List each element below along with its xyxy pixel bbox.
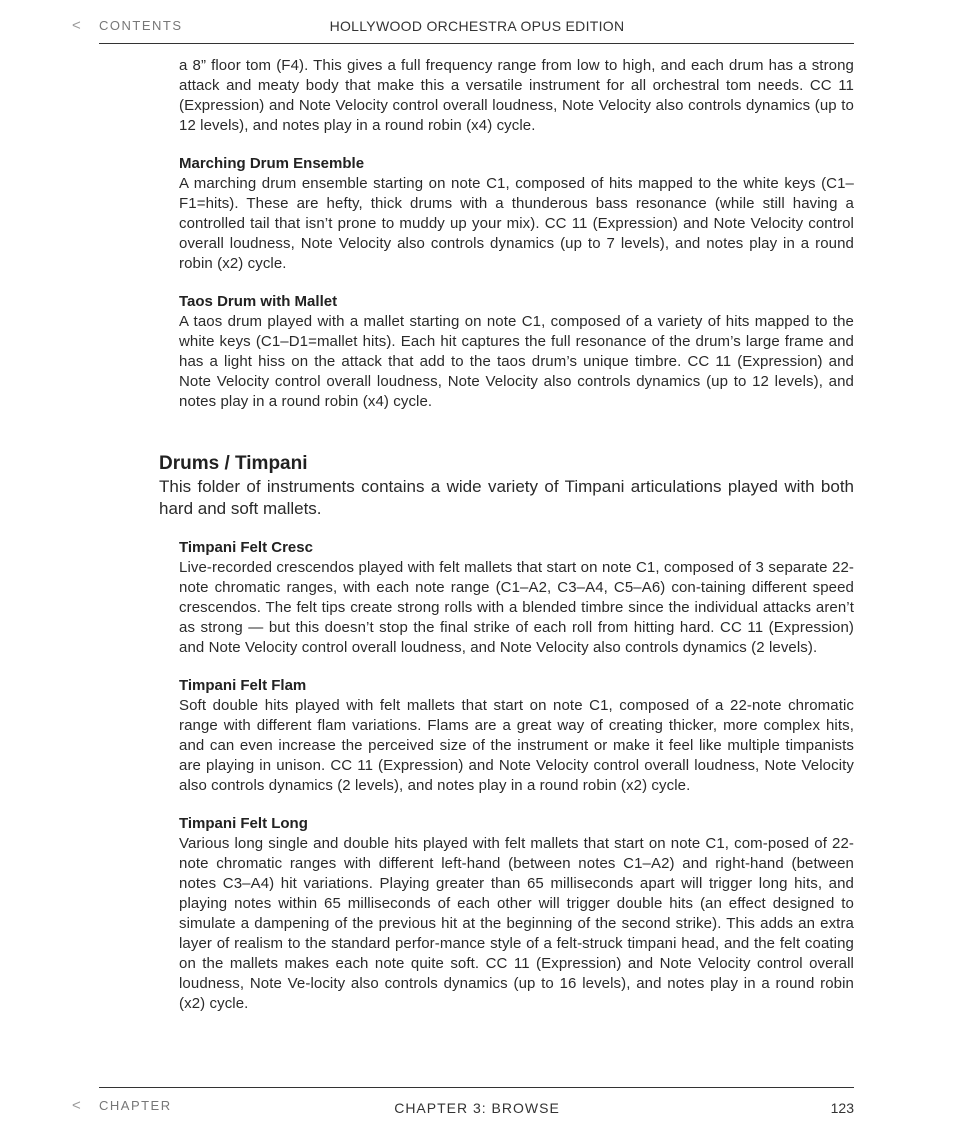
- entry-timpani-felt-flam: [179, 676, 854, 796]
- chapter-link-label: CHAPTER: [99, 1098, 172, 1113]
- entry-marching-drum: [179, 154, 854, 274]
- section-title: Drums / Timpani: [159, 453, 308, 474]
- entry-description: Live-recorded crescendos played with felt mallets that start on note C1, composed of 3 separate 22-note chromatic ranges, with each note range (C1–A2, C3–A4, C5–A6) con-taining different speed crescendos. The felt tips create strong rolls with a blended timbre since the individual attacks aren’t as strong — but this doesn’t stop the final strike of each roll from hitting hard. CC 11 (Expression) and Note Velocity control overall loudness, and Note Velocity also controls dynamics (2 levels).: [179, 559, 854, 656]
- page-header: [0, 0, 954, 44]
- section-intro: This folder of instruments contains a wide variety of Timpani articulations played with both hard and soft mallets.: [159, 477, 854, 518]
- section-drums-timpani: [159, 452, 854, 520]
- document-title: HOLLYWOOD ORCHESTRA OPUS EDITION: [329, 18, 625, 34]
- entry-taos-drum: [179, 292, 854, 412]
- entry-description: A taos drum played with a mallet starting on note C1, composed of a variety of hits mapped to the white keys (C1–D1=mallet hits). Each hit captures the full resonance of the drum’s large frame and has a light hiss on the attack that add to the taos drum’s unique timbre. CC 11 (Expression) and Note Velocity control overall loudness, Note Velocity also controls dynamics (up to 12 levels), and notes play in a round robin (x4) cycle.: [179, 313, 854, 410]
- continued-entry: [179, 56, 854, 136]
- entry-description: Soft double hits played with felt mallets that start on note C1, composed of a 22-note chromatic range with different flam variations. Flams are a great way of creating thicker, more complex hits, and can even increase the perceived size of the instrument or make it feel like multiple timpanists are playing in unison. CC 11 (Expression) and Note Velocity control overall loudness, Note Velocity also controls dynamics (2 levels), and notes play in a round robin (x2) cycle.: [179, 697, 854, 794]
- entry-timpani-felt-long: [179, 814, 854, 1014]
- entry-title: Marching Drum Ensemble: [179, 155, 365, 172]
- chevron-left-icon: <: [72, 17, 81, 34]
- entry-title: Taos Drum with Mallet: [179, 293, 338, 310]
- footer-divider: [99, 1087, 854, 1088]
- contents-link-label: CONTENTS: [99, 18, 183, 33]
- header-divider: [99, 43, 854, 44]
- entry-title: Timpani Felt Cresc: [179, 539, 313, 556]
- chevron-left-icon: <: [72, 1097, 81, 1114]
- entry-description: Various long single and double hits played with felt mallets that start on note C1, com-posed of 22-note chromatic ranges with different left-hand (between notes C1–A2) and right-hand (between notes C3–A4) hit variations. Playing greater than 65 milliseconds apart will trigger long hits, and playing notes within 65 milliseconds of each other will trigger double hits (an effect designed to simulate a dampening of the previous hit at the beginning of the second strike). This adds an extra layer of realism to the standard perfor-mance style of a felt-struck timpani head, and the felt coating on the mallets makes each note quite soft. CC 11 (Expression) and Note Velocity control overall loudness, Note Ve-locity also controls dynamics (up to 16 levels), and notes play in a round robin (x2) cycle.: [179, 835, 854, 1012]
- entry-title: Timpani Felt Flam: [179, 677, 307, 694]
- entry-description: A marching drum ensemble starting on note C1, composed of hits mapped to the white keys (C1–F1=hits). These are hefty, thick drums with a thunderous bass resonance (while still having a controlled tail that isn’t prone to muddy up your mix). CC 11 (Expression) and Note Velocity control overall loudness, Note Velocity also controls dynamics (up to 7 levels), and notes play in a round robin (x2) cycle.: [179, 175, 854, 272]
- entry-timpani-felt-cresc: [179, 538, 854, 658]
- chapter-title: CHAPTER 3: BROWSE: [394, 1100, 560, 1116]
- page-content: [0, 56, 954, 1014]
- page-number: 123: [830, 1100, 854, 1116]
- continued-paragraph: a 8” floor tom (F4). This gives a full frequency range from low to high, and each drum has a strong attack and meaty body that make this a versatile instrument for all orchestral tom needs. CC 11 (Expression) and Note Velocity control overall loudness, Note Velocity also controls dynamics (up to 12 levels), and notes play in a round robin (x4) cycle.: [179, 57, 854, 134]
- entry-title: Timpani Felt Long: [179, 815, 308, 832]
